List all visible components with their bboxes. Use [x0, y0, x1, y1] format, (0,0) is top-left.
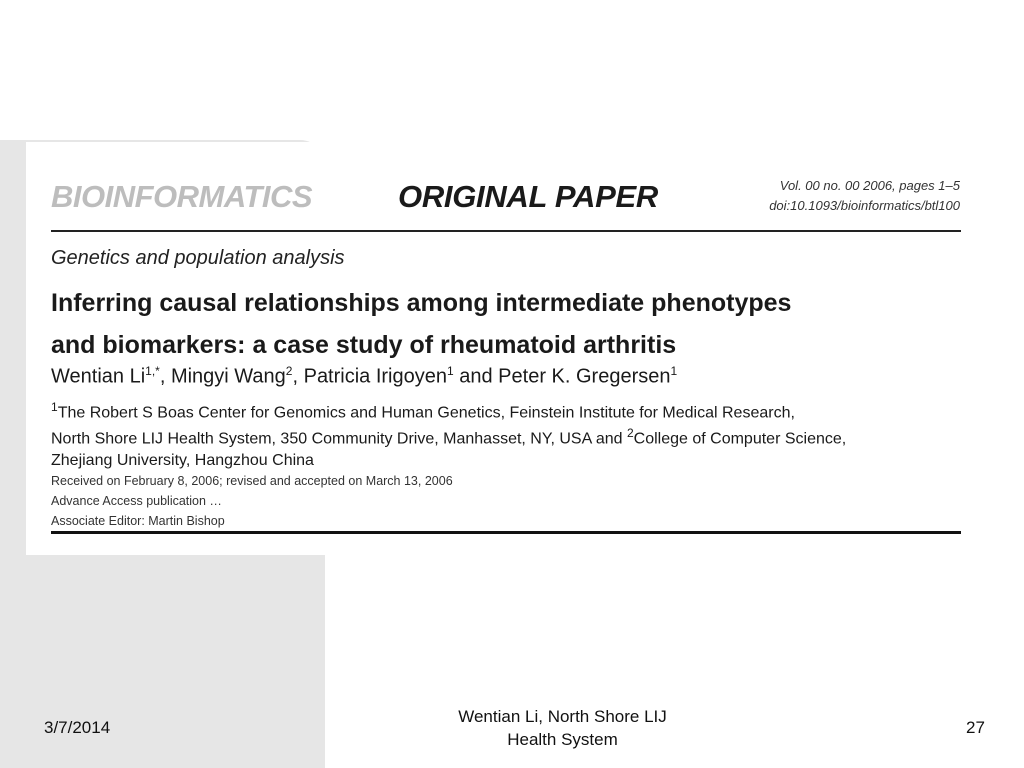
received-line: Received on February 8, 2006; revised and accepted on March 13, 2006: [51, 474, 453, 488]
doi-line: doi:10.1093/bioinformatics/btl100: [769, 198, 960, 213]
affiliations: [51, 397, 971, 471]
paper-title: [51, 282, 961, 366]
publication-history: [51, 471, 453, 531]
section-heading: Genetics and population analysis: [51, 247, 345, 269]
affil-part-4: Zhejiang University, Hangzhou China: [51, 451, 314, 469]
advance-access-line: Advance Access publication …: [51, 494, 222, 508]
author-3: , Patricia Irigoyen: [292, 365, 447, 388]
volume-info: [769, 176, 960, 216]
title-line-1: Inferring causal relationships among intermediate phenotypes: [51, 289, 792, 317]
author-3-sup: 1: [447, 364, 454, 378]
author-1-sup: 1,*: [145, 364, 160, 378]
affil-sup-2: 2: [626, 426, 634, 441]
affil-part-1: The Robert S Boas Center for Genomics and Human Genetics, Feinstein Institute for Medical Research,: [57, 404, 795, 422]
author-1: Wentian Li: [51, 365, 146, 388]
author-2: , Mingyi Wang: [159, 365, 286, 388]
top-rule: [51, 230, 961, 232]
author-list: [51, 364, 677, 389]
title-line-2: and biomarkers: a case study of rheumatoid arthritis: [51, 331, 677, 359]
editor-line: Associate Editor: Martin Bishop: [51, 514, 225, 528]
page-number: 27: [966, 718, 985, 737]
paper-type: ORIGINAL PAPER: [398, 179, 658, 214]
volume-line: Vol. 00 no. 00 2006, pages 1–5: [779, 178, 960, 193]
journal-name: BIOINFORMATICS: [51, 179, 313, 214]
footer-presenter: [420, 705, 705, 751]
bottom-rule: [51, 531, 961, 534]
footer-presenter-line-1: Wentian Li, North Shore LIJ: [458, 707, 667, 726]
affil-sup-1: 1: [51, 400, 58, 414]
affil-part-3: College of Computer Science,: [633, 430, 847, 448]
affil-part-2: North Shore LIJ Health System, 350 Community Drive, Manhasset, NY, USA and: [51, 430, 627, 448]
author-4: and Peter K. Gregersen: [453, 365, 671, 388]
paper-header-image: [26, 142, 1000, 555]
footer-presenter-line-2: Health System: [507, 730, 618, 749]
author-2-sup: 2: [285, 364, 293, 378]
author-4-sup: 1: [670, 364, 678, 378]
footer-date: 3/7/2014: [44, 718, 111, 737]
